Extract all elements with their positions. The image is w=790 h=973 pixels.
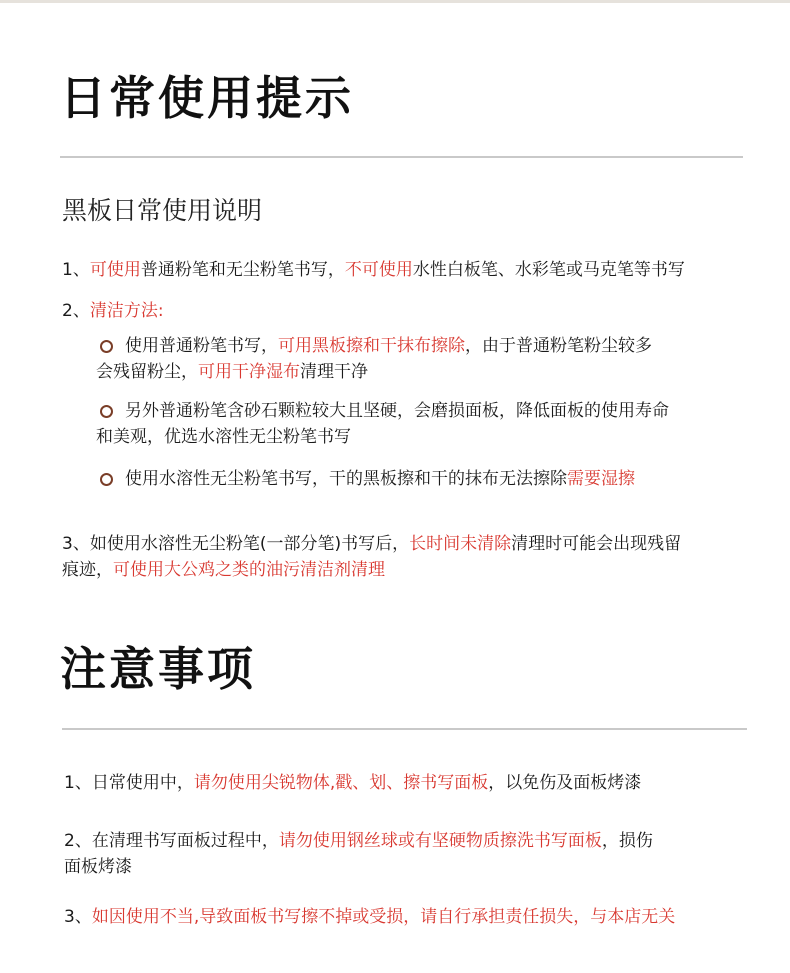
body-text: 普通粉笔和无尘粉笔书写，: [140, 260, 345, 280]
body-text: 水性白板笔、水彩笔或马克笔等书写: [412, 260, 685, 280]
section-subtitle: 黑板日常使用说明: [62, 196, 263, 225]
body-text: 痕迹，: [62, 560, 113, 580]
section-title-daily-tips: 日常使用提示: [60, 71, 354, 125]
highlight-text: 可用黑板擦和干抹布擦除: [278, 336, 465, 356]
note-1: [64, 770, 641, 796]
body-text: 1、日常使用中，: [64, 773, 194, 793]
body-text: 3、如使用水溶性无尘粉笔(一部分笔)书写后，: [62, 534, 410, 554]
section-divider: [60, 156, 743, 158]
usage-item-1: [62, 257, 685, 283]
body-text: 使用水溶性无尘粉笔书写，干的黑板擦和干的抹布无法擦除: [125, 469, 567, 489]
highlight-text: 可使用: [89, 260, 141, 280]
cleaning-method-label: 清洁方法:: [89, 301, 164, 321]
body-text: 会残留粉尘，: [96, 362, 198, 382]
body-text: 3、: [64, 907, 92, 927]
bullet-3: [125, 466, 635, 492]
bullet-1-line-2: [96, 359, 368, 385]
item-number: 2、: [62, 301, 90, 321]
body-text: 清理干净: [300, 362, 368, 382]
highlight-text: 如因使用不当,导致面板书写擦不掉或受损，请自行承担责任损失，与本店无关: [91, 907, 676, 927]
body-text: 清理时可能会出现残留: [511, 534, 682, 554]
body-text: ，由于普通粉笔粉尘较多: [465, 336, 652, 356]
highlight-text: 请勿使用钢丝球或有坚硬物质擦洗书写面板: [278, 831, 602, 851]
note-2-line-2: 面板烤漆: [64, 857, 132, 877]
item-number: 1、: [62, 260, 90, 280]
body-text: ，以免伤及面板烤漆: [488, 773, 642, 793]
circle-bullet-icon: [100, 405, 113, 418]
section-divider: [62, 728, 747, 730]
bullet-2-line-1: 另外普通粉笔含砂石颗粒较大且坚硬，会磨损面板，降低面板的使用寿命: [125, 401, 669, 421]
usage-item-3-line-2: [62, 557, 385, 583]
note-2-line-1: [64, 828, 653, 854]
top-border: [0, 0, 790, 3]
bullet-1-line-1: [125, 333, 652, 359]
usage-item-3-line-1: [62, 531, 681, 557]
highlight-text: 长时间未清除: [409, 534, 512, 554]
circle-bullet-icon: [100, 473, 113, 486]
highlight-text: 不可使用: [344, 260, 413, 280]
note-3: [64, 904, 675, 930]
section-title-notes: 注意事项: [60, 642, 256, 696]
highlight-text: 请勿使用尖锐物体,戳、划、擦书写面板: [193, 773, 489, 793]
circle-bullet-icon: [100, 340, 113, 353]
highlight-text: 需要湿擦: [567, 469, 635, 489]
bullet-2-line-2: 和美观，优选水溶性无尘粉笔书写: [96, 427, 351, 447]
usage-item-2: [62, 298, 164, 324]
body-text: 2、在清理书写面板过程中，: [64, 831, 279, 851]
highlight-text: 可用干净湿布: [198, 362, 300, 382]
body-text: ，损伤: [601, 831, 653, 851]
body-text: 使用普通粉笔书写，: [125, 336, 278, 356]
highlight-text: 可使用大公鸡之类的油污清洁剂清理: [113, 560, 385, 580]
